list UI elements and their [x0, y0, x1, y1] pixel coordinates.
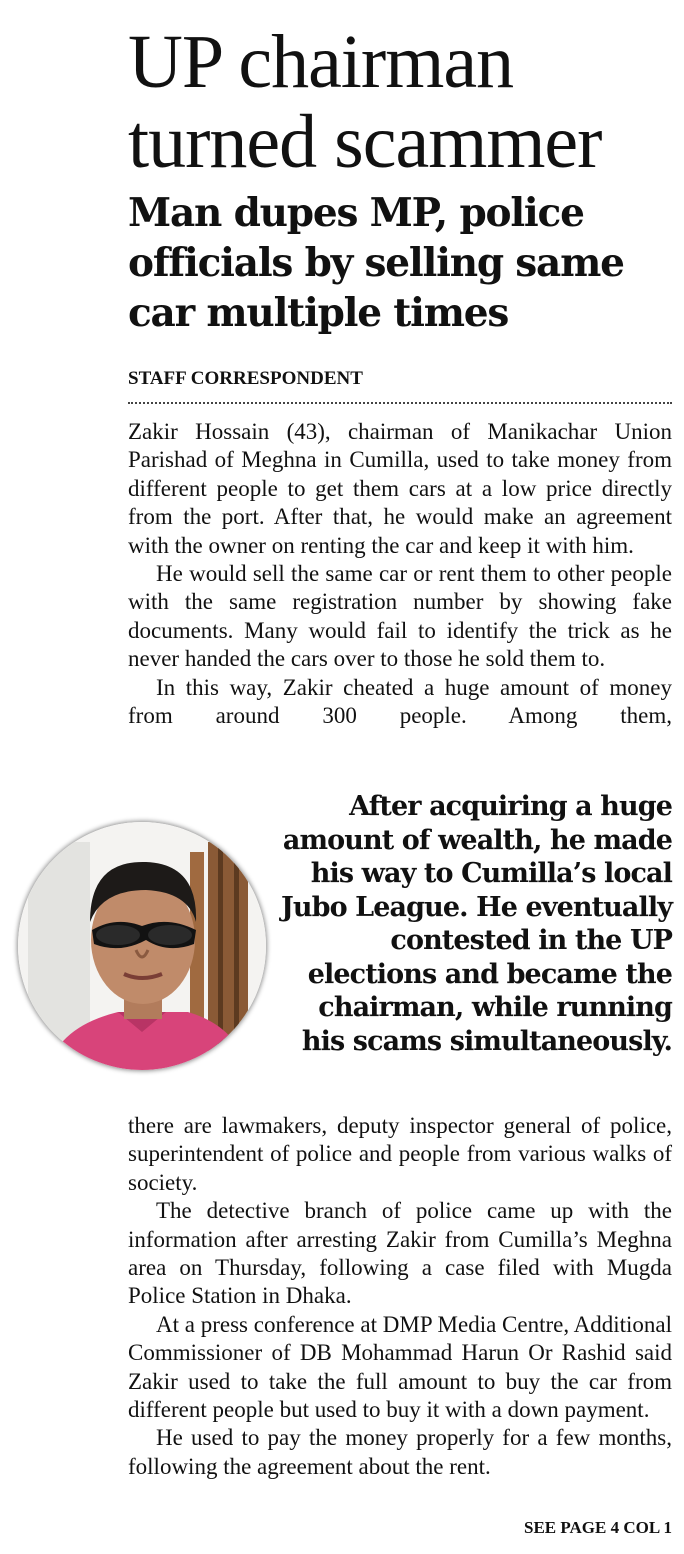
- body-paragraph: Zakir Hossain (43), chairman of Manikachar Union Parishad of Meghna in Cumilla, used to take money from different people to get them cars at a low price directly from the port. After that, he would make an agreement with the owner on renting the car and keep it with him.: [128, 419, 672, 558]
- article-body-top: [128, 418, 672, 730]
- body-paragraph: there are lawmakers, deputy inspector general of police, superintendent of police and people from various walks of society.: [128, 1113, 672, 1195]
- byline-divider: [128, 402, 672, 404]
- subheadline: Man dupes MP, police officials by selling same car multiple times: [128, 190, 624, 336]
- body-paragraph: At a press conference at DMP Media Centre, Additional Commissioner of DB Mohammad Harun Or Rashid said Zakir used to take the full amount to buy the car from different people but used to buy it with a down payment.: [128, 1311, 672, 1423]
- continuation-note: SEE PAGE 4 COL 1: [524, 1518, 672, 1537]
- byline: STAFF CORRESPONDENT: [128, 368, 363, 389]
- article-body-bottom: [128, 1112, 672, 1481]
- body-paragraph: He would sell the same car or rent them to other people with the same registration number by showing fake documents. Many would fail to identify the trick as he never handed the cars over to those he sold them to.: [128, 561, 672, 672]
- body-paragraph: The detective branch of police came up with the information after arresting Zakir from Cumilla’s Meghna area on Thursday, following a case filed with Mugda Police Station in Dhaka.: [128, 1198, 672, 1309]
- portrait-illustration: [18, 822, 266, 1070]
- portrait-photo: [18, 822, 266, 1070]
- body-paragraph: He used to pay the money properly for a few months, following the agreement about the rent.: [128, 1425, 672, 1479]
- headline: UP chairman turned scammer: [128, 20, 602, 184]
- body-paragraph: In this way, Zakir cheated a huge amount of money from around 300 people. Among them,: [128, 674, 672, 729]
- pull-quote: After acquiring a huge amount of wealth, he made his way to Cumilla’s local Jubo League. He eventually contested in the UP elections and became the chairman, while running his scams simultaneously.: [280, 791, 672, 1057]
